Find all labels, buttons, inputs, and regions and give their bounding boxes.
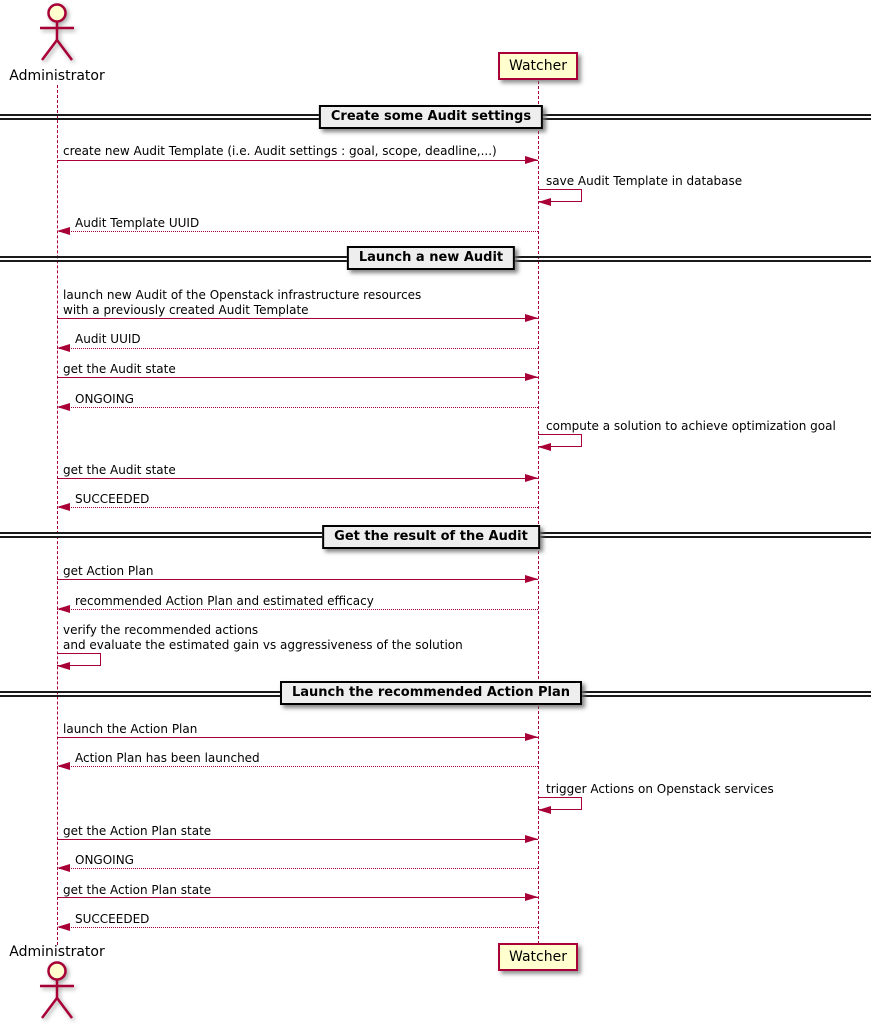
message-label: Audit UUID — [75, 332, 141, 346]
actor-stick-figure-icon — [35, 2, 79, 64]
participant-watcher-bottom: Watcher — [498, 943, 578, 971]
arrowhead-left-icon — [57, 662, 70, 670]
message-line — [57, 407, 538, 408]
message-label-line2: and evaluate the estimated gain vs aggressiveness of the solution — [63, 638, 463, 652]
message-line — [57, 377, 538, 378]
message-label: SUCCEEDED — [75, 912, 150, 926]
message-label-line2: with a previously created Audit Template — [63, 303, 309, 317]
arrowhead-right-icon — [525, 474, 538, 482]
message-line — [57, 231, 538, 232]
arrowhead-left-icon — [57, 864, 70, 872]
divider-title: Get the result of the Audit — [322, 525, 540, 549]
message-label: launch the Action Plan — [63, 722, 198, 736]
actor-stick-figure-icon — [35, 960, 79, 1022]
message-label: Action Plan has been launched — [75, 751, 260, 765]
arrowhead-left-icon — [538, 806, 551, 814]
arrowhead-left-icon — [57, 344, 70, 352]
message-label: get the Action Plan state — [63, 883, 212, 897]
message-label: get the Audit state — [63, 362, 176, 376]
message-line — [57, 478, 538, 479]
arrowhead-left-icon — [538, 198, 551, 206]
divider-title: Launch a new Audit — [347, 246, 515, 270]
divider-title: Create some Audit settings — [319, 105, 543, 129]
actor-administrator-bottom-label: Administrator — [9, 944, 105, 960]
message-label: trigger Actions on Openstack services — [546, 782, 774, 796]
message-label: compute a solution to achieve optimization goal — [546, 419, 836, 433]
message-line — [57, 737, 538, 738]
actor-administrator-top-label: Administrator — [9, 68, 105, 84]
arrowhead-right-icon — [525, 893, 538, 901]
message-label: save Audit Template in database — [546, 174, 743, 188]
arrowhead-left-icon — [57, 403, 70, 411]
message-line — [57, 839, 538, 840]
message-line — [57, 348, 538, 349]
message-label: get the Audit state — [63, 463, 176, 477]
participant-watcher-top: Watcher — [498, 52, 578, 80]
message-label: SUCCEEDED — [75, 492, 150, 506]
message-line — [57, 868, 538, 869]
arrowhead-left-icon — [538, 443, 551, 451]
arrowhead-left-icon — [57, 923, 70, 931]
arrowhead-right-icon — [525, 156, 538, 164]
message-line — [57, 507, 538, 508]
message-line — [57, 579, 538, 580]
message-line — [57, 897, 538, 898]
arrowhead-right-icon — [525, 733, 538, 741]
lifeline-watcher — [538, 81, 539, 944]
message-label: ONGOING — [75, 853, 134, 867]
message-label: Audit Template UUID — [75, 216, 200, 230]
lifeline-administrator — [57, 85, 58, 945]
arrowhead-left-icon — [57, 227, 70, 235]
message-label: get Action Plan — [63, 564, 154, 578]
message-line — [57, 609, 538, 610]
divider-title: Launch the recommended Action Plan — [280, 681, 582, 705]
message-label: launch new Audit of the Openstack infrastructure resources — [63, 288, 422, 302]
message-line — [57, 927, 538, 928]
message-label: create new Audit Template (i.e. Audit settings : goal, scope, deadline,...) — [63, 144, 497, 158]
message-label: recommended Action Plan and estimated efficacy — [75, 594, 374, 608]
arrowhead-left-icon — [57, 762, 70, 770]
message-line — [57, 318, 538, 319]
message-label: verify the recommended actions — [63, 623, 259, 637]
message-line — [57, 766, 538, 767]
arrowhead-right-icon — [525, 314, 538, 322]
message-line — [57, 160, 538, 161]
arrowhead-left-icon — [57, 503, 70, 511]
arrowhead-left-icon — [57, 605, 70, 613]
arrowhead-right-icon — [525, 373, 538, 381]
arrowhead-right-icon — [525, 575, 538, 583]
message-label: get the Action Plan state — [63, 824, 212, 838]
arrowhead-right-icon — [525, 835, 538, 843]
message-label: ONGOING — [75, 392, 134, 406]
